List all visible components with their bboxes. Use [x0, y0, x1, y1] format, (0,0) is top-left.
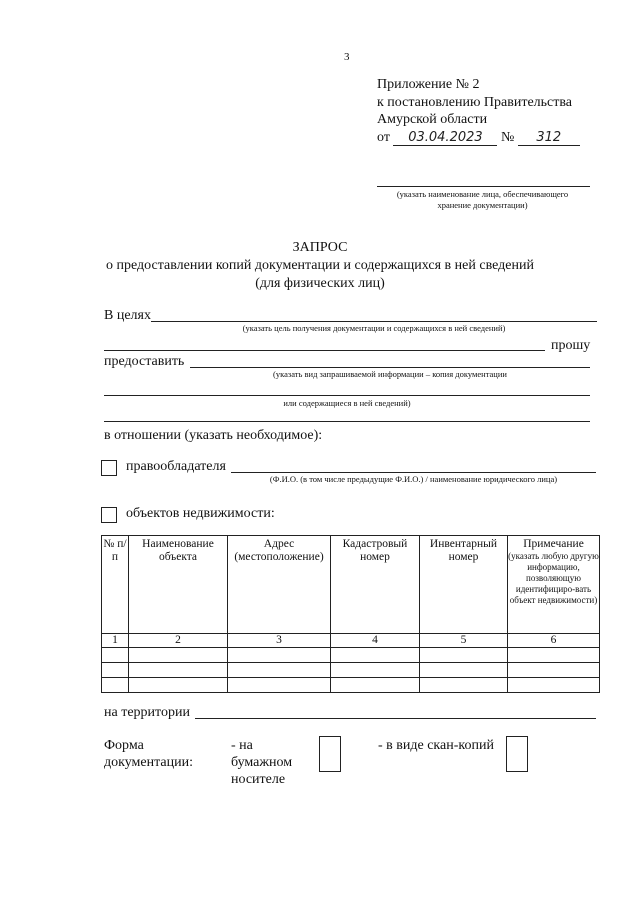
recipient-hint	[370, 189, 595, 211]
purpose-hint: (указать цель получения документации и содержащихся в ней сведений)	[242, 323, 506, 333]
col-number-3: 3	[228, 634, 331, 648]
col-number-1: 1	[102, 634, 129, 648]
recipient-hint-line1: (указать наименование лица, обеспечивающего	[396, 189, 569, 199]
header-note-title: Примечание	[523, 538, 584, 550]
table-row[interactable]	[102, 678, 600, 693]
paper-line2: бумажном	[231, 755, 293, 770]
title-person-type: (для физических лиц)	[255, 276, 385, 291]
purpose-field-line	[151, 321, 597, 322]
recipient-line	[377, 186, 590, 187]
scan-option-label: - в виде скан-копий	[378, 738, 494, 753]
holder-hint: (Ф.И.О. (в том числе предыдущие Ф.И.О.) / наименование юридического лица)	[269, 474, 558, 484]
provide-label: предоставить	[104, 354, 185, 369]
appendix-date-row	[377, 129, 580, 147]
page-number: 3	[344, 51, 350, 63]
header-name: Наименование объекта	[129, 536, 228, 634]
info-field-line	[190, 367, 590, 368]
info-field-line-2	[104, 395, 590, 396]
header-note	[508, 536, 600, 634]
appendix-resolution: к постановлению Правительства	[377, 94, 573, 110]
header-address: Адрес (местоположение)	[228, 536, 331, 634]
holder-label: правообладателя	[126, 459, 226, 474]
date-prefix: от	[377, 129, 390, 145]
appendix-region: Амурской области	[377, 112, 488, 127]
paper-line1: - на	[231, 738, 253, 753]
number-prefix: №	[500, 129, 515, 145]
territory-field-line	[195, 718, 596, 719]
objects-label: объектов недвижимости:	[126, 506, 275, 521]
purpose-label: В целях	[104, 308, 151, 323]
date-value: 03.04.2023	[393, 130, 497, 146]
header-cadastral: Кадастровый номер	[331, 536, 420, 634]
scan-checkbox[interactable]	[506, 736, 528, 772]
info-field-line-3	[104, 421, 590, 422]
objects-checkbox[interactable]	[101, 507, 117, 523]
recipient-hint-line2: хранение документации)	[437, 200, 528, 210]
holder-checkbox[interactable]	[101, 460, 117, 476]
title-subject: о предоставлении копий документации и содержащихся в ней сведений	[106, 258, 534, 273]
form-label-line1: Форма	[104, 738, 144, 753]
form-label	[104, 737, 193, 771]
purpose-field-line-2	[104, 350, 545, 351]
appendix-block	[377, 76, 580, 146]
form-label-line2: документации:	[104, 755, 193, 770]
request-title	[0, 239, 640, 293]
table-header-row	[102, 536, 600, 634]
header-inventory: Инвентарный номер	[420, 536, 508, 634]
table-numbering-row	[102, 634, 600, 648]
info-hint-1: (указать вид запрашиваемой информации – копия документации	[273, 369, 507, 379]
paper-checkbox[interactable]	[319, 736, 341, 772]
regarding-label: в отношении (указать необходимое):	[104, 428, 323, 443]
header-num: № п/п	[102, 536, 129, 634]
appendix-title: Приложение № 2	[377, 77, 480, 92]
title-main: ЗАПРОС	[292, 240, 348, 255]
paper-line3: носителе	[231, 772, 286, 787]
objects-table	[101, 535, 600, 693]
info-hint-2: или содержащиеся в ней сведений)	[283, 398, 411, 408]
col-number-2: 2	[129, 634, 228, 648]
col-number-6: 6	[508, 634, 600, 648]
header-note-detail: (указать любую другую информацию, позволяющую идентифициро-вать объект недвижимости)	[508, 551, 599, 605]
table-row[interactable]	[102, 663, 600, 678]
territory-label: на территории	[104, 705, 190, 720]
col-number-5: 5	[420, 634, 508, 648]
number-value: 312	[518, 130, 580, 146]
request-word: прошу	[551, 338, 591, 353]
table-row[interactable]	[102, 648, 600, 663]
paper-option-label	[231, 737, 292, 788]
holder-field-line	[231, 472, 596, 473]
col-number-4: 4	[331, 634, 420, 648]
